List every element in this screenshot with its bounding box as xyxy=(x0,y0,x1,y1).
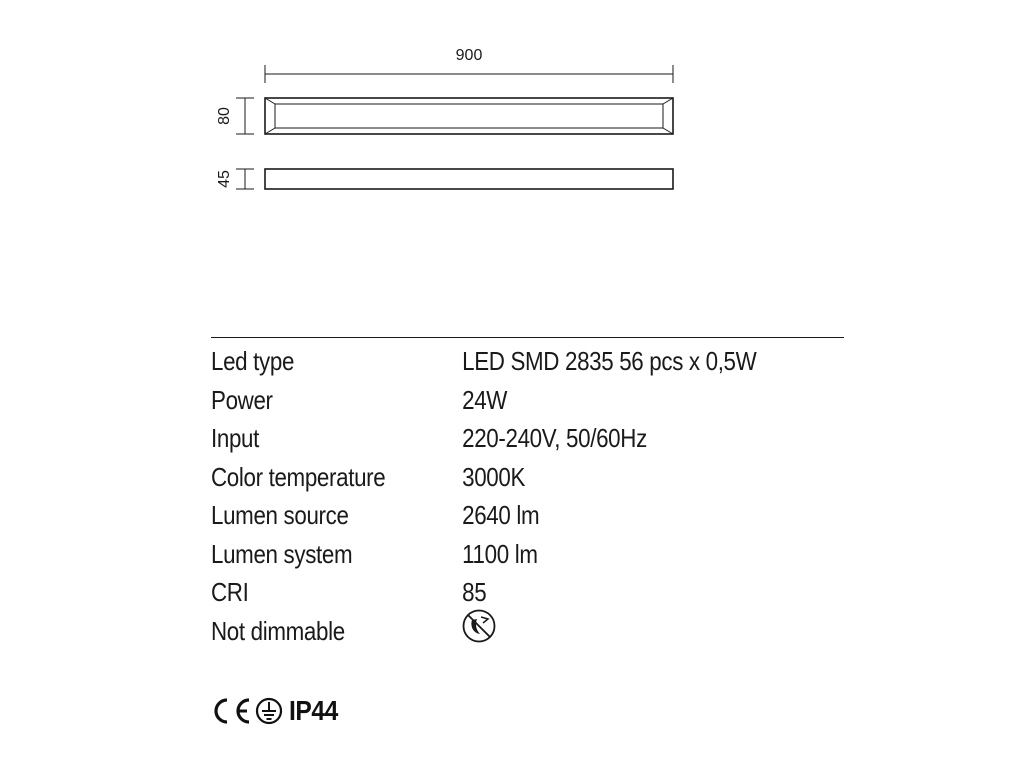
dimension-drawing xyxy=(0,0,1024,260)
not-dimmable-icon xyxy=(461,608,497,644)
front-view xyxy=(265,98,673,134)
spec-row-led-type xyxy=(211,342,755,381)
spec-label: Color temperature xyxy=(211,461,386,492)
front-height-dimension-label: 80 xyxy=(216,107,233,125)
ce-mark-icon xyxy=(210,696,254,726)
side-view xyxy=(265,169,673,189)
spec-value: LED SMD 2835 56 pcs x 0,5W xyxy=(462,346,757,376)
ip-rating-badge: IP44 xyxy=(289,695,338,726)
certification-marks xyxy=(210,694,345,728)
spec-row-power xyxy=(211,381,755,420)
spec-table xyxy=(211,342,844,650)
spec-row-input xyxy=(211,419,755,458)
spec-value: 1100 lm xyxy=(462,538,538,569)
spec-row-cri xyxy=(211,573,755,612)
protective-earth-icon xyxy=(254,696,286,726)
width-dimension-label: 900 xyxy=(455,47,483,64)
spec-row-color-temperature xyxy=(211,458,755,497)
spec-table-divider xyxy=(211,337,844,338)
spec-label: Lumen source xyxy=(211,500,349,530)
spec-label: Lumen system xyxy=(211,538,353,569)
spec-label: Led type xyxy=(211,346,295,376)
spec-value: 85 xyxy=(462,577,487,607)
front-height-dimension xyxy=(236,98,254,134)
spec-value: 24W xyxy=(462,384,508,415)
spec-value: 220-240V, 50/60Hz xyxy=(462,423,647,453)
spec-label: Input xyxy=(211,423,260,453)
technical-drawing xyxy=(0,0,1024,260)
spec-label: Power xyxy=(211,384,273,415)
spec-label: Not dimmable xyxy=(211,615,345,646)
width-dimension xyxy=(265,65,673,83)
spec-value: 2640 lm xyxy=(462,500,540,530)
side-height-dimension xyxy=(236,169,254,189)
spec-row-lumen-source xyxy=(211,496,755,535)
spec-label: CRI xyxy=(211,577,249,607)
spec-value: 3000K xyxy=(462,461,526,492)
side-height-dimension-label: 45 xyxy=(216,170,233,188)
spec-row-lumen-system xyxy=(211,535,755,574)
